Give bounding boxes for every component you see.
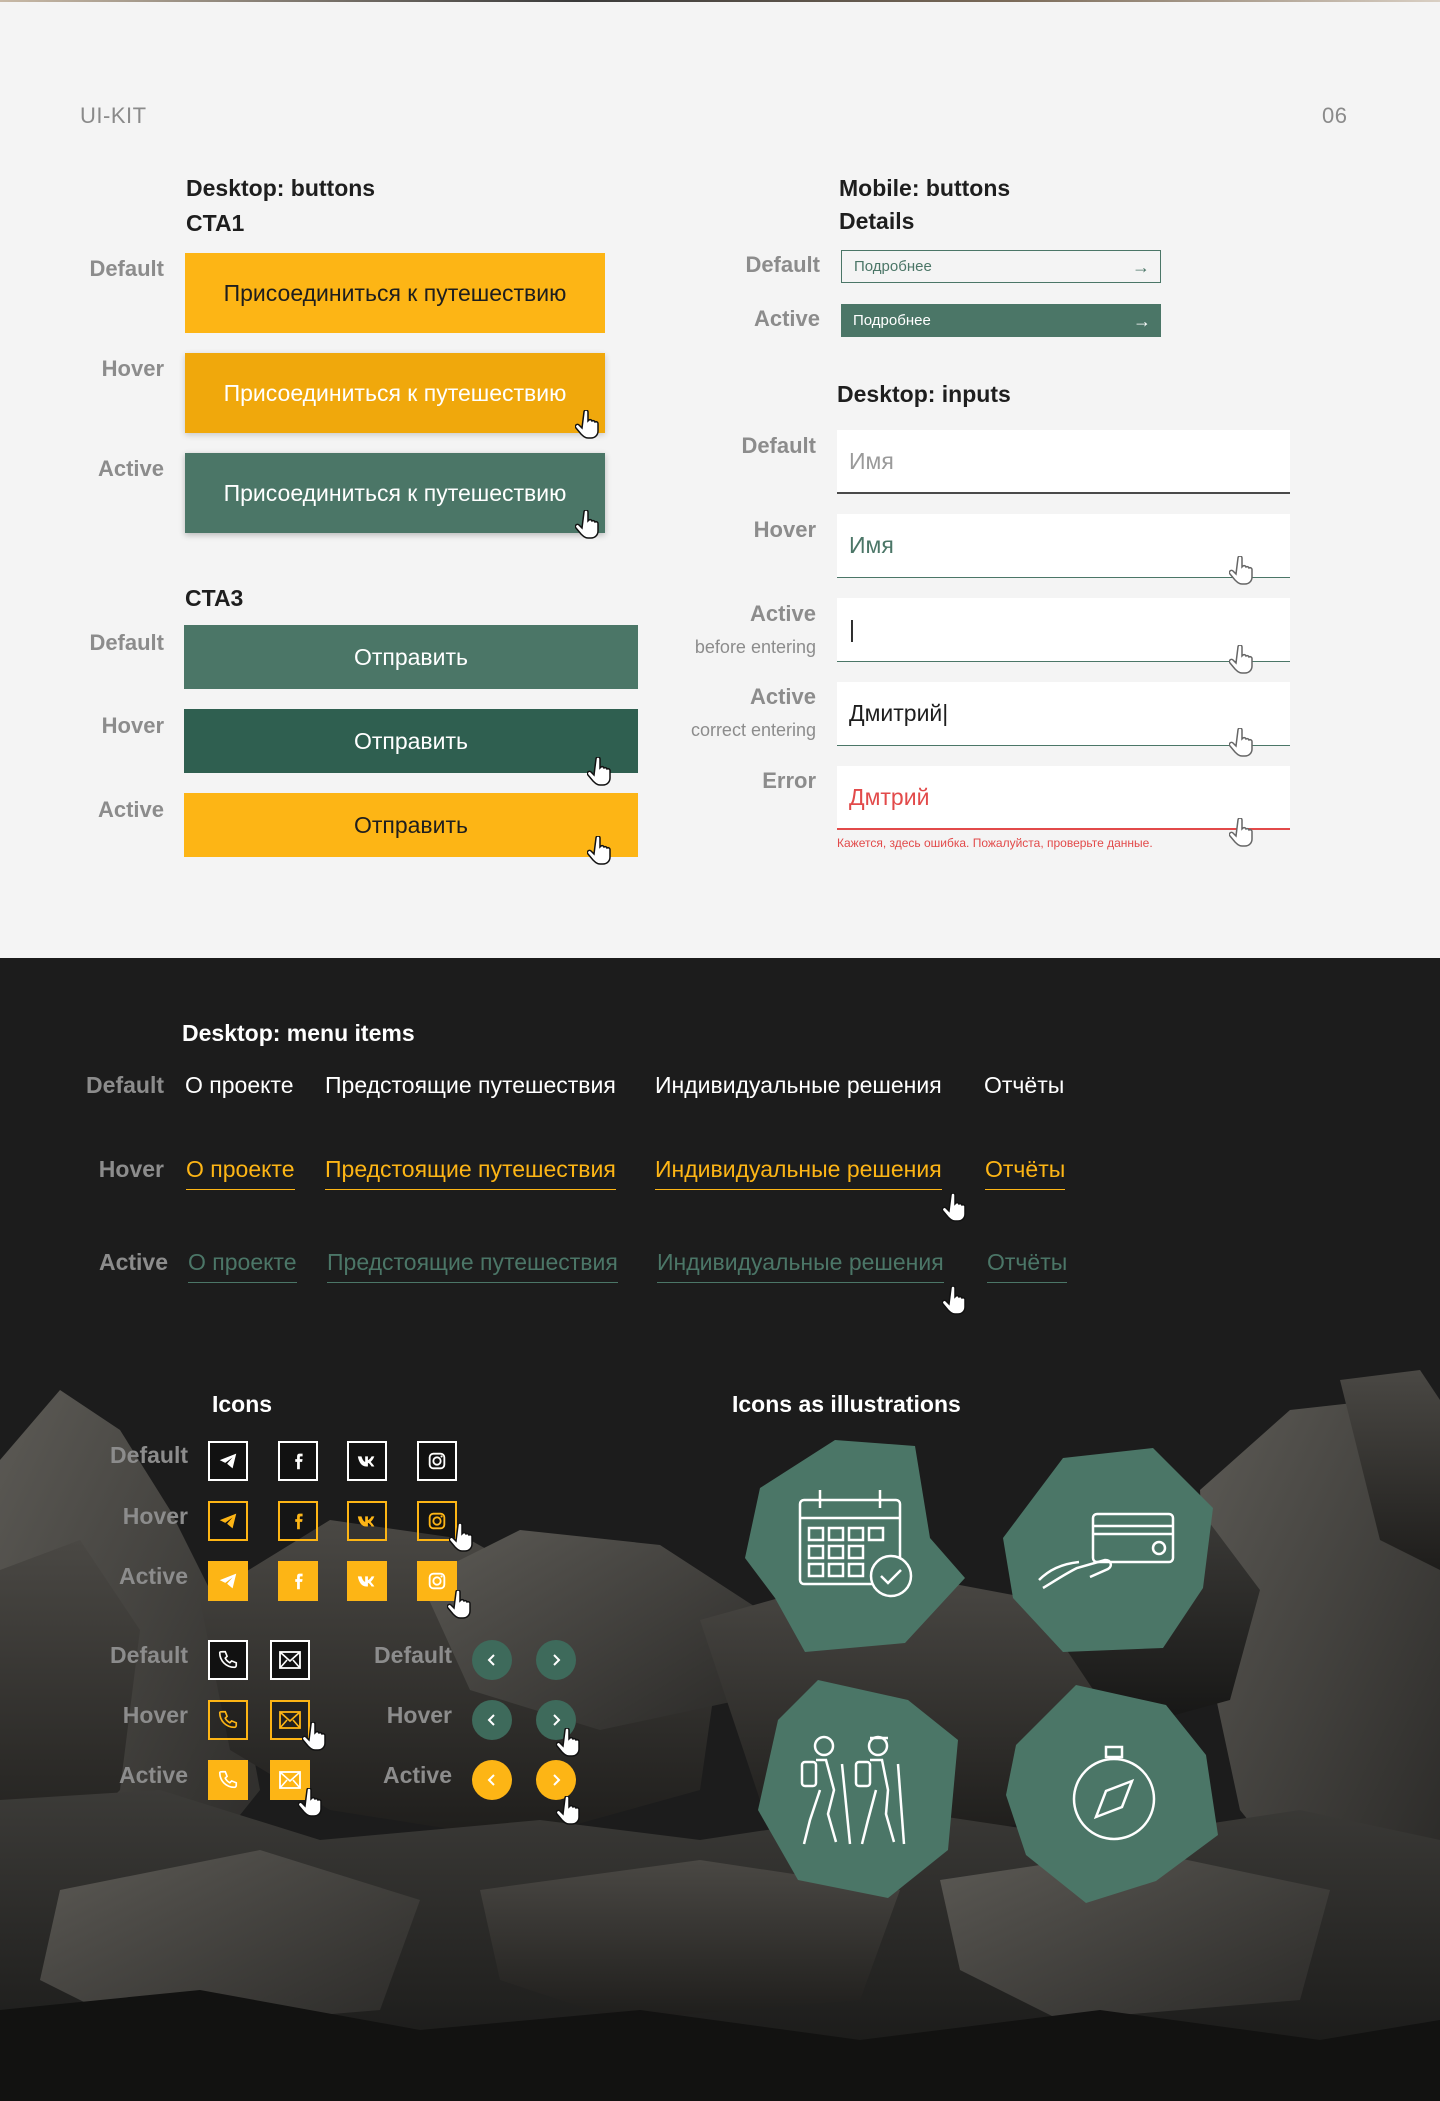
- hikers-icon: [758, 1680, 958, 1898]
- input-active-correct-sublabel: correct entering: [690, 720, 816, 740]
- menu-item-individual-solutions[interactable]: Индивидуальные решения: [657, 1249, 944, 1283]
- menu-active-label: Active: [98, 1249, 168, 1275]
- chevron-left-icon[interactable]: [472, 1700, 512, 1740]
- hand-cursor-icon: [1229, 556, 1255, 586]
- cta1-hover-button[interactable]: Присоединиться к путешествию: [185, 353, 605, 433]
- hand-cursor-icon: [942, 1286, 968, 1316]
- hand-cursor-icon: [587, 836, 613, 866]
- facebook-icon[interactable]: [278, 1441, 318, 1481]
- hand-cursor-icon: [587, 757, 613, 787]
- name-input-default[interactable]: Имя: [837, 430, 1290, 494]
- input-error-label: Error: [762, 768, 816, 793]
- hand-cursor-icon: [1229, 645, 1255, 675]
- icons-title: Icons: [212, 1391, 273, 1417]
- menu-item-upcoming-trips[interactable]: Предстоящие путешествия: [325, 1156, 616, 1190]
- calendar-check-icon: [745, 1438, 967, 1652]
- cta3-default-button[interactable]: Отправить: [184, 625, 638, 689]
- name-input-active-empty[interactable]: |: [837, 598, 1290, 662]
- menu-items-title: Desktop: menu items: [182, 1020, 415, 1046]
- top-divider: [0, 0, 1440, 2]
- chevron-right-icon[interactable]: [536, 1760, 576, 1800]
- hand-cursor-icon: [302, 1722, 328, 1752]
- telegram-icon[interactable]: [208, 1561, 248, 1601]
- menu-item-about[interactable]: О проекте: [188, 1249, 297, 1283]
- hand-cursor-icon: [942, 1193, 968, 1223]
- cta3-hover-label: Hover: [101, 713, 164, 738]
- cta3-default-label: Default: [89, 630, 164, 655]
- telegram-icon[interactable]: [208, 1501, 248, 1541]
- menu-item-upcoming-trips[interactable]: Предстоящие путешествия: [327, 1249, 618, 1283]
- input-error-message: Кажется, здесь ошибка. Пожалуйста, проверьте данные.: [837, 836, 1153, 850]
- cta1-active-label: Active: [97, 456, 164, 481]
- menu-hover-label: Hover: [98, 1156, 164, 1182]
- vk-icon[interactable]: [347, 1501, 387, 1541]
- name-input-error[interactable]: Дмтрий: [837, 766, 1290, 830]
- mobile-details-default-button[interactable]: [841, 250, 1161, 283]
- phone-icon[interactable]: [208, 1760, 248, 1800]
- hand-cursor-icon: [575, 510, 601, 540]
- icons-hover-label: Hover: [122, 1503, 188, 1529]
- menu-item-individual-solutions[interactable]: Индивидуальные решения: [655, 1072, 942, 1098]
- cta1-active-button[interactable]: Присоединиться к путешествию: [185, 453, 605, 533]
- hand-cursor-icon: [556, 1796, 582, 1826]
- hand-cursor-icon: [447, 1590, 473, 1620]
- instagram-icon[interactable]: [417, 1441, 457, 1481]
- vk-icon[interactable]: [347, 1561, 387, 1601]
- menu-item-upcoming-trips[interactable]: Предстоящие путешествия: [325, 1072, 616, 1098]
- menu-item-about[interactable]: О проекте: [186, 1156, 295, 1190]
- name-input-hover[interactable]: Имя: [837, 514, 1290, 578]
- vk-icon[interactable]: [347, 1441, 387, 1481]
- chevron-right-icon[interactable]: [536, 1640, 576, 1680]
- phone-icon[interactable]: [208, 1700, 248, 1740]
- chevron-left-icon[interactable]: [472, 1760, 512, 1800]
- menu-default-label: Default: [86, 1072, 164, 1098]
- mobile-active-label: Active: [753, 306, 820, 331]
- arrows-default-label: Default: [374, 1642, 452, 1668]
- desktop-inputs-title: Desktop: inputs: [837, 381, 1011, 407]
- menu-item-individual-solutions[interactable]: Индивидуальные решения: [655, 1156, 942, 1190]
- menu-item-reports[interactable]: Отчёты: [985, 1156, 1065, 1190]
- page-number: 06: [1322, 103, 1348, 128]
- contact-hover-label: Hover: [122, 1702, 188, 1728]
- compass-icon: [1006, 1685, 1218, 1903]
- phone-icon[interactable]: [208, 1640, 248, 1680]
- arrows-active-label: Active: [382, 1762, 452, 1788]
- hand-cursor-icon: [298, 1788, 324, 1818]
- details-title: Details: [839, 208, 915, 234]
- input-active-before-sublabel: before entering: [694, 637, 816, 657]
- menu-item-reports[interactable]: Отчёты: [987, 1249, 1067, 1283]
- hand-cursor-icon: [575, 410, 601, 440]
- cta1-hover-label: Hover: [101, 356, 164, 381]
- cta1-default-button[interactable]: Присоединиться к путешествию: [185, 253, 605, 333]
- kit-title: UI-KIT: [80, 103, 147, 128]
- mobile-default-label: Default: [745, 252, 820, 277]
- arrow-right-icon: →: [1132, 256, 1150, 277]
- cta1-default-label: Default: [89, 256, 164, 281]
- input-active-correct-label: Active: [749, 684, 816, 709]
- cta3-title: CTA3: [185, 585, 244, 611]
- arrows-hover-label: Hover: [386, 1702, 452, 1728]
- contact-active-label: Active: [118, 1762, 188, 1788]
- facebook-icon[interactable]: [278, 1561, 318, 1601]
- facebook-icon[interactable]: [278, 1501, 318, 1541]
- mobile-details-label: Подробнее: [853, 312, 931, 329]
- contact-default-label: Default: [110, 1642, 188, 1668]
- illustrations-title: Icons as illustrations: [732, 1391, 961, 1417]
- light-section: [0, 0, 1440, 958]
- mobile-details-active-button[interactable]: [841, 304, 1161, 337]
- cta1-title: CTA1: [186, 210, 245, 236]
- mobile-buttons-title: Mobile: buttons: [839, 175, 1011, 201]
- input-default-label: Default: [741, 433, 816, 458]
- cta3-hover-button[interactable]: Отправить: [184, 709, 638, 773]
- mobile-details-label: Подробнее: [854, 258, 932, 275]
- chevron-left-icon[interactable]: [472, 1640, 512, 1680]
- arrow-right-icon: →: [1133, 310, 1151, 331]
- input-active-before-label: Active: [749, 601, 816, 626]
- hand-cursor-icon: [449, 1523, 475, 1553]
- menu-item-about[interactable]: О проекте: [185, 1072, 294, 1098]
- cta3-active-label: Active: [97, 797, 164, 822]
- menu-item-reports[interactable]: Отчёты: [984, 1072, 1065, 1098]
- hand-cursor-icon: [556, 1728, 582, 1758]
- icons-default-label: Default: [110, 1442, 188, 1468]
- hand-card-icon: [1003, 1448, 1215, 1652]
- desktop-buttons-title: Desktop: buttons: [186, 175, 376, 201]
- input-hover-label: Hover: [753, 517, 816, 542]
- icons-active-label: Active: [118, 1563, 188, 1589]
- mail-icon[interactable]: [270, 1640, 310, 1680]
- hand-cursor-icon: [1229, 818, 1255, 848]
- hand-cursor-icon: [1229, 728, 1255, 758]
- cta3-active-button[interactable]: Отправить: [184, 793, 638, 857]
- telegram-icon[interactable]: [208, 1441, 248, 1481]
- name-input-active-filled[interactable]: Дмитрий|: [837, 682, 1290, 746]
